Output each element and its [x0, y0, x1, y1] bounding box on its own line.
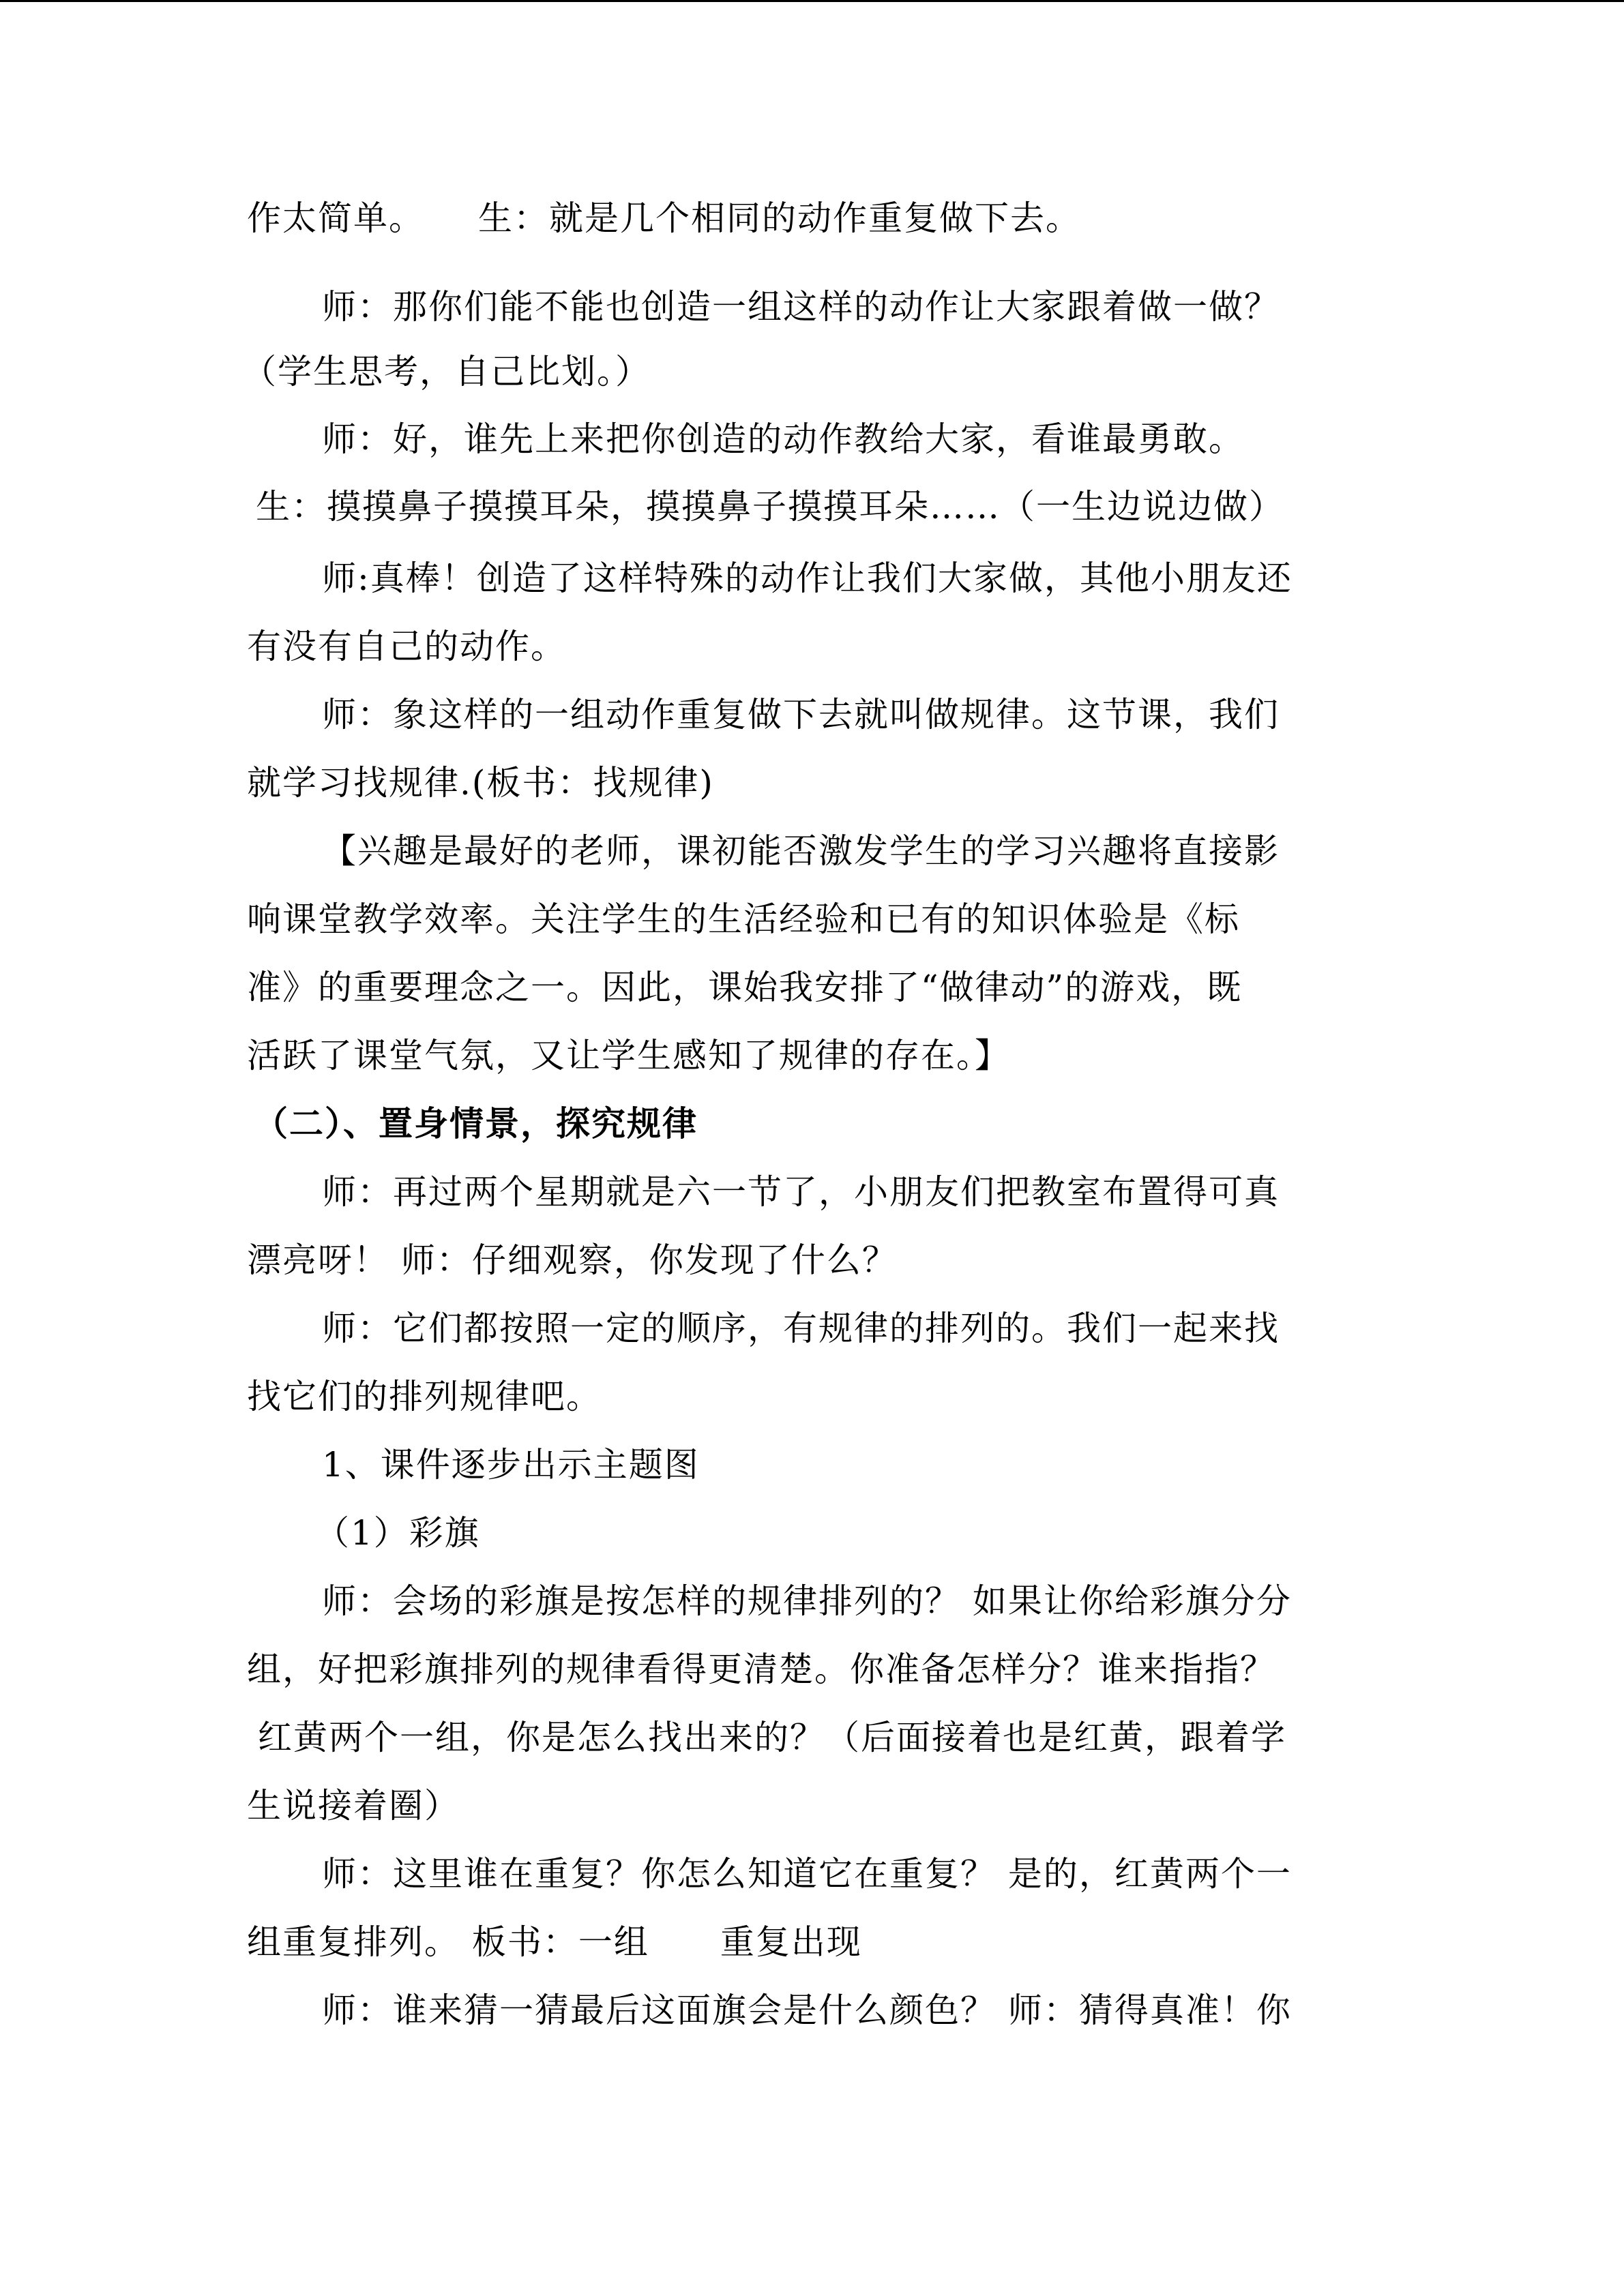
text-line: 生说接着圈）	[247, 1786, 460, 1825]
text-line: 准》的重要理念之一。因此，课始我安排了“做律动”的游戏，既	[247, 968, 1243, 1007]
text-line: 师：那你们能不能也创造一组这样的动作让大家跟着做一做？	[322, 287, 1280, 327]
text-line: 师：它们都按照一定的顺序，有规律的排列的。我们一起来找	[322, 1309, 1280, 1348]
text-line: 师：好，谁先上来把你创造的动作教给大家，看谁最勇敢。	[322, 419, 1244, 459]
text-line: （学生思考，自己比划。）	[242, 352, 651, 391]
text-line: 就学习找规律.(板书：找规律)	[247, 763, 714, 803]
section-heading: （二）、置身情景，探究规律	[254, 1103, 698, 1144]
list-item: 1、课件逐步出示主题图	[322, 1445, 700, 1485]
text-line: 师：这里谁在重复？你怎么知道它在重复？ 是的，红黄两个一	[322, 1854, 1292, 1894]
text-line: 红黄两个一组，你是怎么找出来的？（后面接着也是红黄，跟着学	[258, 1718, 1286, 1757]
text-line: 漂亮呀！ 师：仔细观察，你发现了什么？	[247, 1240, 898, 1280]
list-item: （1）彩旗	[315, 1513, 480, 1553]
text-line: 有没有自己的动作。	[247, 627, 566, 666]
text-line: 【兴趣是最好的老师，课初能否激发学生的学习兴趣将直接影	[322, 831, 1280, 871]
page-top-border	[0, 0, 1624, 2]
text-line: 师：象这样的一组动作重复做下去就叫做规律。这节课，我们	[322, 695, 1280, 734]
text-line: 组，好把彩旗排列的规律看得更清楚。你准备怎样分？谁来指指？	[247, 1650, 1275, 1689]
text-line: 生：摸摸鼻子摸摸耳朵，摸摸鼻子摸摸耳朵……（一生边说边做）	[256, 487, 1284, 526]
text-line: 找它们的排列规律吧。	[247, 1377, 602, 1416]
text-line: 作太简单。 生：就是几个相同的动作重复做下去。	[247, 198, 1081, 238]
text-line: 响课堂教学效率。关注学生的生活经验和已有的知识体验是《标	[247, 899, 1240, 939]
text-line: 师：再过两个星期就是六一节了，小朋友们把教室布置得可真	[322, 1172, 1280, 1212]
text-line: 活跃了课堂气氛，又让学生感知了规律的存在。】	[247, 1036, 1010, 1075]
text-line: 组重复排列。 板书：一组 重复出现	[247, 1922, 862, 1962]
text-line: 师:真棒！创造了这样特殊的动作让我们大家做，其他小朋友还	[322, 558, 1293, 598]
text-line: 师：会场的彩旗是按怎样的规律排列的？ 如果让你给彩旗分分	[322, 1581, 1292, 1621]
text-line: 师：谁来猜一猜最后这面旗会是什么颜色？ 师：猜得真准！你	[322, 1991, 1292, 2030]
